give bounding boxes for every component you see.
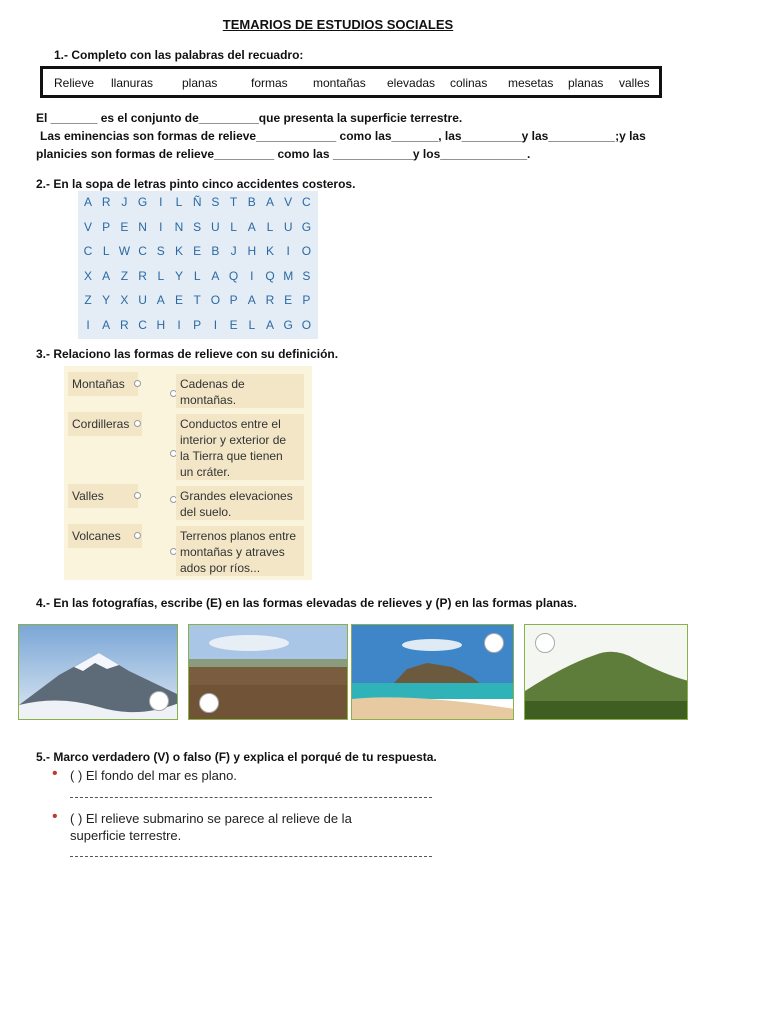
bullet-icon: •: [52, 808, 58, 825]
word-search-letter[interactable]: O: [301, 317, 312, 332]
word-search-letter[interactable]: I: [177, 317, 181, 332]
word-search-letter[interactable]: A: [156, 293, 165, 307]
answer-circle[interactable]: [149, 691, 169, 711]
word-search-letter[interactable]: E: [193, 244, 202, 258]
word-item: Relieve: [54, 76, 95, 90]
true-false-item-2-cont: superficie terrestre.: [70, 828, 182, 843]
word-box: [40, 66, 662, 98]
word-search-letter[interactable]: Y: [102, 293, 111, 307]
definition-line: ados por ríos...: [180, 561, 261, 575]
question-1-heading: 1.- Completo con las palabras del recuadro:: [54, 48, 304, 62]
question-3-heading: 3.- Relaciono las formas de relieve con su definición.: [36, 347, 339, 361]
word-item: mesetas: [508, 76, 554, 90]
match-dot[interactable]: [134, 532, 141, 539]
match-dot[interactable]: [134, 420, 141, 427]
word-search-row: [78, 216, 318, 240]
definition-line: Grandes elevaciones: [180, 489, 293, 503]
word-search-letter[interactable]: V: [83, 219, 92, 234]
word-search-letter[interactable]: R: [101, 195, 111, 209]
definition-2: [176, 414, 304, 480]
term-volcanes: Volcanes: [68, 524, 142, 548]
word-search-letter[interactable]: Ñ: [192, 195, 202, 209]
word-search-letter[interactable]: A: [102, 268, 111, 283]
definition-3: [176, 486, 304, 520]
definition-line: montañas.: [180, 393, 237, 407]
word-search-letter[interactable]: E: [120, 219, 129, 234]
true-false-item-2[interactable]: ( ) El relieve submarino se parece al relieve de la: [70, 811, 352, 826]
photo-snowy-volcano: [18, 624, 178, 720]
word-search-letter[interactable]: W: [118, 244, 131, 258]
word-search-letter[interactable]: G: [137, 195, 148, 209]
word-item: valles: [619, 76, 650, 90]
word-search-letter[interactable]: M: [283, 268, 294, 283]
word-item: formas: [251, 76, 288, 90]
word-search-letter[interactable]: X: [83, 268, 92, 283]
word-search-letter[interactable]: J: [230, 244, 237, 258]
word-search-letter[interactable]: Y: [174, 268, 183, 283]
word-search-letter[interactable]: I: [250, 268, 254, 283]
word-search-letter[interactable]: S: [193, 219, 202, 234]
word-search-letter[interactable]: J: [121, 195, 128, 209]
word-search-letter[interactable]: I: [159, 195, 163, 209]
word-search-row: [78, 191, 318, 215]
word-search-letter[interactable]: X: [120, 293, 129, 307]
answer-line[interactable]: [70, 856, 432, 857]
question-4-heading: 4.- En las fotografías, escribe (E) en las formas elevadas de relieves y (P) en las formas planas.: [36, 596, 577, 610]
photo-green-hills: [524, 624, 688, 720]
word-search-letter[interactable]: V: [284, 195, 293, 209]
word-item: elevadas: [387, 76, 436, 90]
definition-line: del suelo.: [180, 505, 232, 519]
word-item: planas: [568, 76, 604, 90]
word-search-letter[interactable]: H: [156, 317, 166, 332]
photo-flat-plain: [188, 624, 348, 720]
word-search-letter[interactable]: R: [138, 268, 147, 283]
word-search-letter[interactable]: R: [120, 317, 129, 332]
definition-4: [176, 526, 304, 576]
answer-circle[interactable]: [484, 633, 504, 653]
term-montanas: Montañas: [68, 372, 138, 396]
definition-line: Conductos entre el: [180, 417, 281, 431]
word-search-letter[interactable]: O: [301, 244, 312, 258]
word-search-letter[interactable]: Z: [120, 268, 129, 283]
word-search-letter[interactable]: S: [302, 268, 311, 283]
word-search-letter[interactable]: P: [302, 293, 311, 307]
word-search-letter[interactable]: A: [211, 268, 220, 283]
definition-line: interior y exterior de: [180, 433, 287, 447]
bullet-icon: •: [52, 765, 58, 782]
word-search-letter[interactable]: K: [265, 244, 274, 258]
answer-line[interactable]: [70, 797, 432, 798]
definition-line: Cadenas de: [180, 377, 245, 391]
matching-exercise: [64, 366, 312, 580]
term-cordilleras: Cordilleras: [68, 412, 142, 436]
question-2-heading: 2.- En la sopa de letras pinto cinco accidentes costeros.: [36, 177, 356, 191]
word-search-letter[interactable]: K: [174, 244, 183, 258]
word-search-letter[interactable]: A: [102, 317, 111, 332]
match-dot[interactable]: [134, 492, 141, 499]
word-search-row: [78, 289, 318, 313]
word-search-letter[interactable]: I: [159, 219, 163, 234]
word-search-letter[interactable]: A: [247, 293, 256, 307]
photo-coastal-cliff: [351, 624, 514, 720]
word-search-letter[interactable]: E: [174, 293, 183, 307]
word-search-letter[interactable]: U: [138, 293, 147, 307]
word-search-letter[interactable]: L: [193, 268, 201, 283]
fill-line-2[interactable]: Las eminencias son formas de relieve____________ como las_______, las_________y las__________;y las: [40, 129, 646, 143]
word-search-letter[interactable]: E: [229, 317, 238, 332]
word-search-letter[interactable]: I: [86, 317, 90, 332]
word-search-row: [78, 314, 318, 338]
fill-line-1[interactable]: El _______ es el conjunto de_________que presenta la superficie terrestre.: [36, 111, 463, 125]
word-search-letter[interactable]: P: [102, 219, 111, 234]
word-search-letter[interactable]: C: [83, 244, 93, 258]
word-search-letter[interactable]: T: [193, 293, 201, 307]
word-search-letter[interactable]: L: [175, 195, 183, 209]
true-false-item-1[interactable]: ( ) El fondo del mar es plano.: [70, 768, 237, 783]
definition-line: la Tierra que tienen: [180, 449, 283, 463]
word-item: montañas: [313, 76, 366, 90]
word-search-letter[interactable]: L: [266, 219, 274, 234]
word-search-letter[interactable]: Q: [228, 268, 239, 283]
word-search-letter[interactable]: I: [286, 244, 290, 258]
word-search-letter[interactable]: E: [284, 293, 293, 307]
word-search-row: [78, 240, 318, 264]
word-search-letter[interactable]: C: [302, 195, 311, 209]
word-search-letter[interactable]: A: [265, 317, 274, 332]
word-search-letter[interactable]: U: [283, 219, 293, 234]
word-item: llanuras: [111, 76, 154, 90]
word-search-letter[interactable]: B: [211, 244, 220, 258]
page-title: TEMARIOS DE ESTUDIOS SOCIALES: [222, 17, 454, 32]
word-search-letter[interactable]: A: [265, 195, 274, 209]
question-5-heading: 5.- Marco verdadero (V) o falso (F) y explica el porqué de tu respuesta.: [36, 750, 437, 764]
word-search-letter[interactable]: G: [301, 219, 312, 234]
word-search-letter[interactable]: N: [138, 219, 147, 234]
word-search-letter[interactable]: A: [247, 219, 256, 234]
word-search-letter[interactable]: T: [229, 195, 238, 209]
word-search-letter[interactable]: G: [283, 317, 293, 332]
word-search-letter[interactable]: I: [213, 317, 218, 332]
word-search-letter[interactable]: A: [83, 195, 92, 209]
definition-line: un cráter.: [180, 465, 231, 479]
word-search-letter[interactable]: L: [157, 268, 165, 283]
word-search-letter[interactable]: S: [211, 195, 220, 209]
word-search-letter[interactable]: C: [138, 317, 147, 332]
definition-line: Terrenos planos entre: [180, 529, 297, 543]
match-dot[interactable]: [134, 380, 141, 387]
word-search-letter[interactable]: U: [211, 219, 220, 234]
answer-circle[interactable]: [535, 633, 555, 653]
answer-circle[interactable]: [199, 693, 219, 713]
word-search-letter[interactable]: H: [247, 244, 257, 258]
word-search-grid[interactable]: [78, 191, 318, 339]
word-search-letter[interactable]: L: [248, 317, 256, 332]
word-search-letter[interactable]: P: [229, 293, 238, 307]
definition-line: montañas y atraves: [180, 545, 285, 559]
word-search-letter[interactable]: Z: [84, 293, 92, 307]
term-valles: Valles: [68, 484, 138, 508]
word-search-letter[interactable]: N: [174, 219, 184, 234]
word-search-letter[interactable]: O: [210, 293, 221, 307]
definition-1: [176, 374, 304, 408]
word-search-row: [78, 265, 318, 289]
word-search-letter[interactable]: R: [265, 293, 275, 307]
word-item: planas: [182, 76, 218, 90]
word-search-letter[interactable]: C: [138, 244, 147, 258]
word-search-letter[interactable]: L: [230, 219, 237, 234]
fill-line-3[interactable]: planicies son formas de relieve_________ como las ____________y los_____________.: [36, 147, 531, 161]
word-item: colinas: [450, 76, 488, 90]
word-search-letter[interactable]: P: [193, 317, 202, 332]
word-search-letter[interactable]: B: [247, 195, 256, 209]
word-search-letter[interactable]: S: [156, 244, 165, 258]
word-search-letter[interactable]: L: [102, 244, 110, 258]
word-search-letter[interactable]: Q: [265, 268, 275, 283]
